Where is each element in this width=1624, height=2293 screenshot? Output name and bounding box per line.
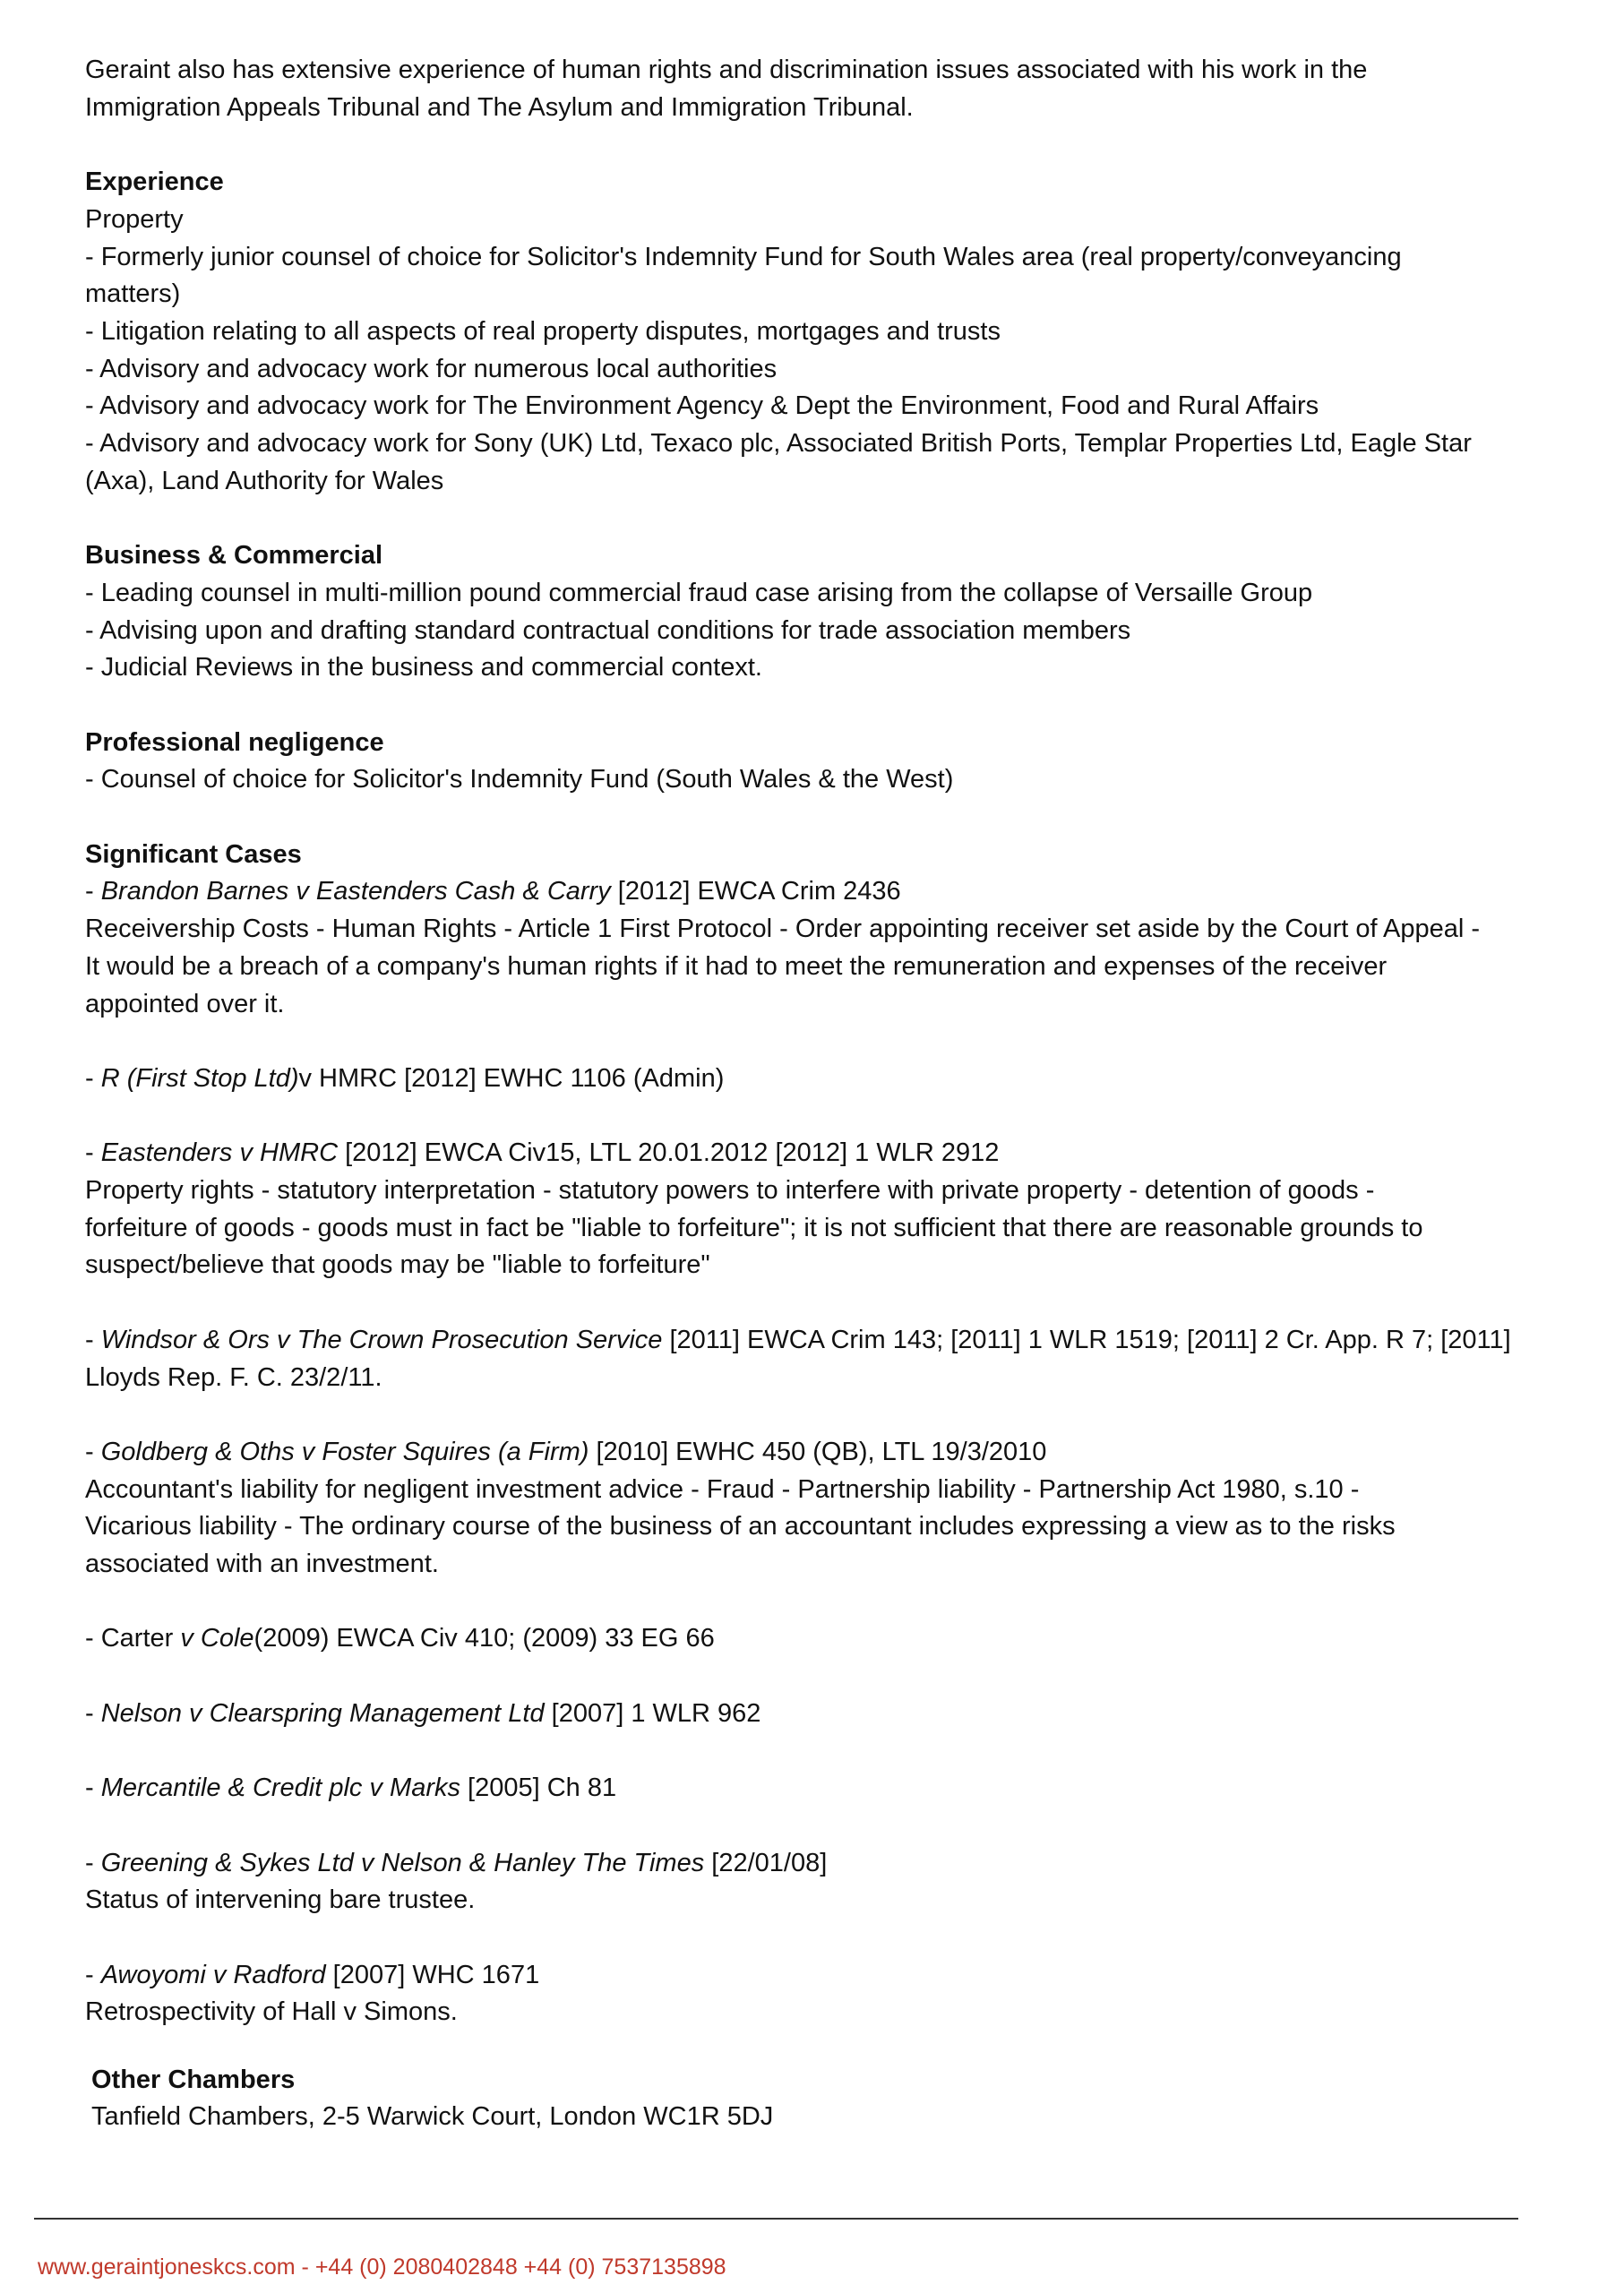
- spacer: [85, 1658, 1608, 1696]
- case-description: Retrospectivity of Hall v Simons.: [85, 1997, 458, 2027]
- case-citation: (2009) EWCA Civ 410; (2009) 33 EG 66: [253, 1624, 715, 1653]
- experience-line: - Advisory and advocacy work for Sony (UK) Ltd, Texaco plc, Associated British Ports, Templar Properties Ltd, Eagle Star: [85, 429, 1472, 459]
- case-description: It would be a breach of a company's human rights if it had to meet the remuneration and expenses of the receiver: [85, 951, 1388, 981]
- spacer: [85, 1584, 1608, 1621]
- case-title: [85, 1957, 1608, 1995]
- case-title: [85, 1770, 1608, 1808]
- experience-line: - Advisory and advocacy work for numerous local authorities: [85, 354, 778, 383]
- case-citation: [2010] EWHC 450 (QB), LTL 19/3/2010: [589, 1437, 1047, 1466]
- experience-heading: Experience: [85, 167, 224, 197]
- intro-line: Immigration Appeals Tribunal and The Asylum and Immigration Tribunal.: [85, 92, 914, 122]
- other-chambers-address: Tanfield Chambers, 2-5 Warwick Court, London WC1R 5DJ: [91, 2102, 774, 2132]
- spacer: [85, 1732, 1608, 1770]
- negligence-line: - Counsel of choice for Solicitor's Indemnity Fund (South Wales & the West): [85, 765, 954, 794]
- case-title: [85, 1845, 1608, 1883]
- property-subheading: Property: [85, 204, 184, 234]
- case-prefix: -: [85, 1063, 101, 1093]
- case-name: Goldberg & Oths v Foster Squires (a Firm): [100, 1437, 589, 1466]
- case-citation: [2005] Ch 81: [460, 1773, 617, 1803]
- case-citation: [2012] EWCA Civ15, LTL 20.01.2012 [2012] 1 WLR 2912: [338, 1138, 1000, 1168]
- experience-line: - Litigation relating to all aspects of real property disputes, mortgages and trusts: [85, 316, 1001, 346]
- experience-line: - Formerly junior counsel of choice for Solicitor's Indemnity Fund for South Wales area (real property/conveyancing: [85, 242, 1402, 271]
- case-description: forfeiture of goods - goods must in fact be "liable to forfeiture"; it is not sufficient that there are reasonable grounds to: [85, 1213, 1423, 1242]
- case-title: [85, 873, 1608, 911]
- case-citation: v HMRC [2012] EWHC 1106 (Admin): [298, 1063, 725, 1093]
- case-citation: [2012] EWCA Crim 2436: [610, 877, 901, 906]
- spacer: [85, 1098, 1608, 1136]
- case-name: Nelson v Clearspring Management Ltd: [100, 1698, 545, 1728]
- case-prefix: -: [85, 1960, 101, 1989]
- spacer: [85, 687, 1608, 725]
- case-title: [85, 1696, 1608, 1733]
- spacer: [85, 1919, 1608, 1957]
- other-chambers-heading: Other Chambers: [91, 2065, 296, 2094]
- case-prefix: -: [85, 1773, 101, 1803]
- case-title: [85, 1061, 1608, 1098]
- case-description: Receivership Costs - Human Rights - Article 1 First Protocol - Order appointing receiver set aside by the Court of Appeal -: [85, 915, 1480, 944]
- case-name: R (First Stop Ltd): [100, 1063, 299, 1093]
- spacer: [85, 500, 1608, 537]
- spacer: [85, 1396, 1608, 1434]
- case-prefix: - Carter: [85, 1624, 181, 1653]
- case-title: [85, 1620, 1608, 1658]
- document-body: [85, 52, 1608, 2136]
- case-citation: [2007] 1 WLR 962: [544, 1698, 761, 1728]
- intro-line: Geraint also has extensive experience of human rights and discrimination issues associated with his work in the: [85, 56, 1368, 84]
- case-name: v Cole: [180, 1624, 254, 1653]
- case-citation: [22/01/08]: [704, 1848, 828, 1877]
- experience-line: (Axa), Land Authority for Wales: [85, 466, 444, 495]
- spacer: [85, 1023, 1608, 1061]
- case-title: [85, 1434, 1608, 1472]
- spacer: [85, 1808, 1608, 1845]
- case-name: Brandon Barnes v Eastenders Cash & Carry: [100, 877, 611, 906]
- spacer: [85, 1284, 1608, 1322]
- case-name: Greening & Sykes Ltd v Nelson & Hanley The Times: [100, 1848, 705, 1877]
- negligence-heading: Professional negligence: [85, 727, 384, 757]
- case-description: suspect/believe that goods may be "liable to forfeiture": [85, 1250, 710, 1280]
- case-description: Accountant's liability for negligent investment advice - Fraud - Partnership liability - Partnership Act 1980, s.10 -: [85, 1474, 1360, 1504]
- case-prefix: -: [85, 1325, 101, 1354]
- case-prefix: -: [85, 1138, 101, 1168]
- case-description: appointed over it.: [85, 989, 285, 1018]
- cases-heading: Significant Cases: [85, 839, 302, 869]
- footer-contact[interactable]: www.geraintjoneskcs.com - +44 (0) 2080402848 +44 (0) 7537135898: [38, 2254, 726, 2280]
- business-line: - Judicial Reviews in the business and commercial context.: [85, 653, 762, 683]
- spacer: [85, 126, 1608, 164]
- case-description: associated with an investment.: [85, 1550, 439, 1578]
- experience-line: - Advisory and advocacy work for The Environment Agency & Dept the Environment, Food and Rural Affairs: [85, 391, 1319, 421]
- case-name: Eastenders v HMRC: [100, 1138, 339, 1168]
- case-description: Vicarious liability - The ordinary course of the business of an accountant includes expressing a view as to the risks: [85, 1512, 1396, 1542]
- experience-line: matters): [85, 279, 181, 309]
- case-prefix: -: [85, 1437, 101, 1466]
- case-prefix: -: [85, 1698, 101, 1728]
- business-heading: Business & Commercial: [85, 541, 383, 571]
- case-description: Property rights - statutory interpretation - statutory powers to interfere with private property - detention of goods -: [85, 1176, 1375, 1205]
- case-description: Lloyds Rep. F. C. 23/2/11.: [85, 1362, 382, 1392]
- case-description: Status of intervening bare trustee.: [85, 1885, 476, 1915]
- footer-divider: [34, 2218, 1518, 2220]
- case-name: Awoyomi v Radford: [100, 1960, 326, 1989]
- case-prefix: -: [85, 877, 101, 906]
- case-citation: [2007] WHC 1671: [325, 1960, 540, 1989]
- case-name: Mercantile & Credit plc v Marks: [100, 1773, 460, 1803]
- spacer: [85, 799, 1608, 837]
- case-prefix: -: [85, 1848, 101, 1877]
- case-title: [85, 1135, 1608, 1172]
- business-line: - Advising upon and drafting standard contractual conditions for trade association members: [85, 615, 1131, 645]
- business-line: - Leading counsel in multi-million pound commercial fraud case arising from the collapse of Versaille Group: [85, 578, 1313, 607]
- case-citation: [2011] EWCA Crim 143; [2011] 1 WLR 1519; [2011] 2 Cr. App. R 7; [2011]: [662, 1325, 1511, 1354]
- case-name: Windsor & Ors v The Crown Prosecution Service: [100, 1325, 663, 1354]
- case-title: [85, 1322, 1608, 1360]
